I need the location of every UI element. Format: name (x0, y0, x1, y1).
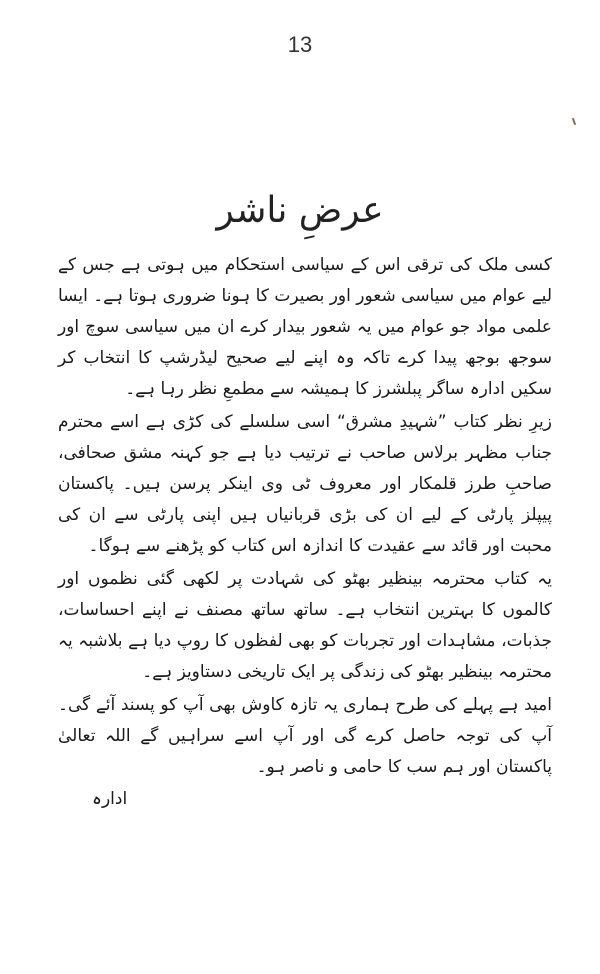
body-text (58, 250, 552, 785)
paragraph: امید ہے پہلے کی طرح ہماری یہ تازہ کاوش بھی آپ کو پسند آئے گی۔ آپ کی توجہ حاصل کرے گی اور آپ اسے سراہیں گے اللہ تعالیٰ پاکستان اور ہم سب کا حامی و ناصر ہو۔ (58, 695, 552, 777)
signature-block (92, 788, 127, 809)
paragraph: یہ کتاب محترمہ بینظیر بھٹو کی شہادت پر لکھی گئی نظموں اور کالموں کا بہترین انتخاب ہے۔ ساتھ ساتھ مصنف نے اپنے احساسات، جذبات، مشاہدات اور تجربات کو بھی لفظوں کا روپ دیا ہے بلاشبہ یہ محترمہ بینظیر بھٹو کی زندگی پر ایک تاریخی دستاویز ہے۔ (58, 569, 552, 682)
page-title: عرضِ ناشر (216, 190, 384, 231)
paragraph: زیرِ نظر کتاب ”شہیدِ مشرق“ اسی سلسلے کی کڑی ہے اسے محترم جناب مظہر برلاس صاحب نے ترتیب دیا ہے جو کہنہ مشق صحافی، صاحبِ طرز قلمکار اور معروف ٹی وی اینکر پرسن ہیں۔ پاکستان پیپلز پارٹی کے لیے ان کی بڑی قربانیاں ہیں اپنی پارٹی سے ان کی محبت اور قائد سے عقیدت کا اندازہ اس کتاب کو پڑھنے سے ہوگا۔ (58, 412, 552, 556)
signature: ادارہ (92, 789, 128, 809)
paper-speck (572, 118, 576, 125)
page-number: 13 (287, 32, 313, 57)
paragraph: کسی ملک کی ترقی اس کے سیاسی استحکام میں ہوتی ہے جس کے لیے عوام میں سیاسی شعور اور بصیرت کا ہونا ضروری ہوتا ہے۔ ایسا علمی مواد جو عوام میں یہ شعور بیدار کرے ان میں سیاسی سوچ اور سوجھ بوجھ پیدا کرے تاکہ وہ اپنے لیے صحیح لیڈرشپ کا انتخاب کر سکیں ادارہ ساگر پبلشرز کا ہمیشہ سے مطمعِ نظر رہا ہے۔ (58, 255, 552, 399)
